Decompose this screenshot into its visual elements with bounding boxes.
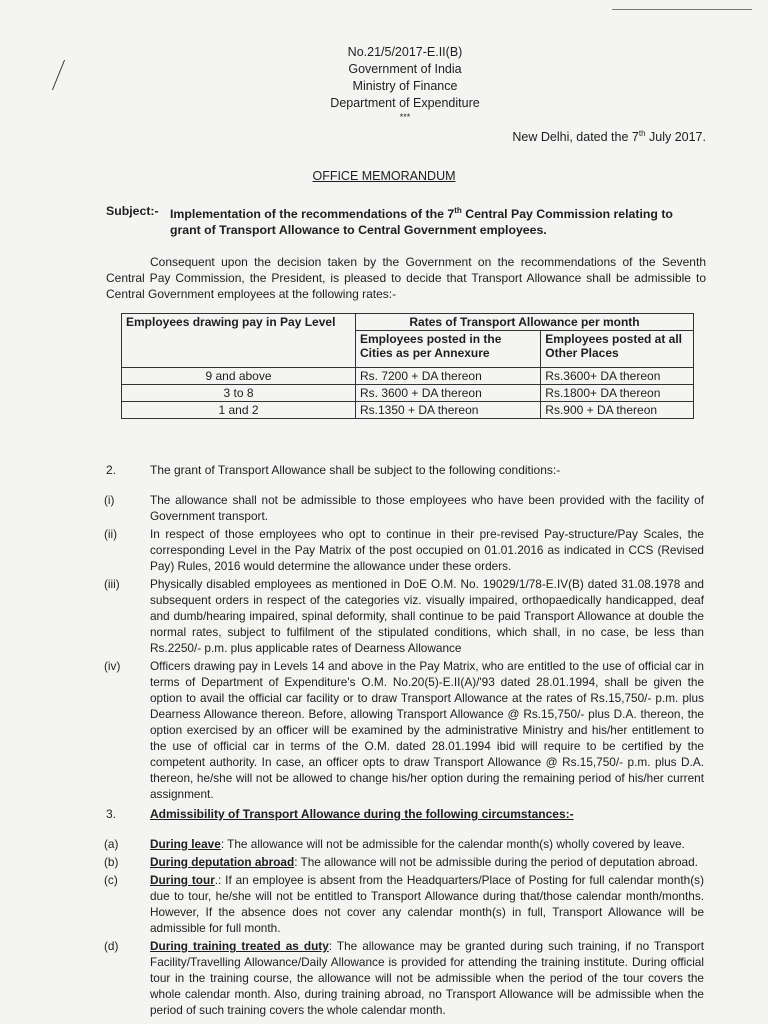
paragraph-2 [106, 463, 560, 477]
list-item [104, 854, 704, 870]
list-item [104, 526, 704, 574]
item-marker: (iv) [104, 659, 121, 673]
cities-rate-cell: Rs. 3600 + DA thereon [356, 385, 541, 402]
other-rate-cell: Rs.900 + DA thereon [541, 402, 694, 419]
item-text [150, 872, 704, 936]
pay-level-cell: 1 and 2 [122, 402, 356, 419]
list-item [104, 836, 704, 852]
item-marker: (b) [104, 855, 119, 869]
item-marker: (i) [104, 493, 115, 507]
intro-paragraph [106, 254, 706, 302]
table-row [122, 385, 694, 402]
separator-stars: *** [399, 112, 411, 122]
subject-block [106, 203, 706, 238]
cities-rate-cell: Rs. 7200 + DA thereon [356, 368, 541, 385]
circumstances-list [104, 836, 704, 1020]
item-marker: (a) [104, 837, 119, 851]
reference-number: No.21/5/2017-E.II(B) [347, 45, 463, 59]
item-text: The allowance shall not be admissible to those employees who have been provided with the facility of Government transport. [150, 493, 704, 523]
subheader-cities: Employees posted in the Cities as per Annexure [356, 331, 541, 368]
paragraph-2-text: The grant of Transport Allowance shall be subject to the following conditions:- [150, 463, 561, 477]
item-text: Physically disabled employees as mentioned in DoE O.M. No. 19029/1/78-E.IV(B) dated 31.08.1978 and subsequent orders in respect of the categories viz. visually impaired, orthopaedically handicapped, deaf and dumb/hearing impaired, spinal deformity, shall continue to be paid Transport Allowance at double the normal rates, subject to fulfilment of the stipulated conditions, which shall, in no case, be less than Rs.2250/- p.m. plus applicable rates of Dearness Allowance [150, 577, 704, 655]
list-item [104, 576, 704, 656]
paragraph-number: 2. [106, 463, 117, 477]
table-row [122, 402, 694, 419]
scan-pen-mark [52, 60, 77, 90]
paragraph-3-title: Admissibility of Transport Allowance during the following circumstances:- [150, 807, 574, 821]
item-body: : The allowance may be granted during such training, if no Transport Facility/Travelling Allowance/Daily Allowance is provided for attending the training institute. During official tour in the training course, the allowance will not be admissible when the period of the tour covers the whole calendar month. Also, during training abroad, no Transport Allowance will be admissible when the period of such training covers the whole calendar month. [150, 939, 705, 1017]
government-name: Government of India [348, 62, 462, 76]
letterhead [230, 44, 580, 122]
col-header-rates: Rates of Transport Allowance per month [356, 314, 694, 331]
pay-level-cell: 3 to 8 [122, 385, 356, 402]
subject-text-a: Implementation of the recommendations of the 7 [170, 207, 455, 222]
item-heading: During tour [150, 873, 215, 887]
date-text: New Delhi, dated the 7 [512, 130, 639, 145]
pay-level-cell: 9 and above [122, 368, 356, 385]
item-marker: (ii) [104, 527, 118, 541]
list-item [104, 492, 704, 524]
dateline [512, 129, 706, 144]
table-row [122, 368, 694, 385]
item-marker: (c) [104, 873, 118, 887]
subheader-other-places: Employees posted at all Other Places [541, 331, 694, 368]
item-text [150, 938, 704, 1018]
subject-label: Subject:- [106, 204, 159, 218]
cities-rate-cell: Rs.1350 + DA thereon [356, 402, 541, 419]
col-header-pay-level: Employees drawing pay in Pay Level [122, 314, 356, 368]
other-rate-cell: Rs.3600+ DA thereon [541, 368, 694, 385]
scan-edge-line [612, 9, 752, 10]
memo-title: OFFICE MEMORANDUM [312, 169, 456, 183]
subject-text [170, 203, 700, 238]
item-heading: During leave [150, 837, 221, 851]
date-month-year: July 2017. [645, 130, 706, 145]
list-item [104, 938, 704, 1018]
item-heading: During training treated as duty [150, 939, 329, 953]
item-text: Officers drawing pay in Levels 14 and above in the Pay Matrix, who are entitled to the use of official car in terms of Department of Expenditure's O.M. No.20(5)-E.II(A)/'93 dated 28.01.1994, shall be given the option to avail the official car facility or to draw Transport Allowance at the rates of Rs.15,750/- p.m. plus Dearness Allowance thereon. Before, allowing Transport Allowance @ Rs.15,750/- plus D.A. thereon, the option exercised by an officer will be examined by the administrative Ministry and his/her entitlement to the use of official car in terms of the O.M. dated 28.01.1994 ibid will require to be certified by the competent authority. In case, an officer opts to draw Transport Allowance @ Rs.15,750/- p.m. plus D.A. thereon, he/she will not be allowed to change his/her option during the remaining period of his/her current assignment. [150, 659, 704, 801]
item-body: : The allowance will not be admissible during the period of deputation abroad. [294, 855, 698, 869]
date-ordinal: th [638, 129, 646, 138]
item-marker: (d) [104, 939, 119, 953]
ministry-name: Ministry of Finance [352, 79, 458, 93]
conditions-list [104, 492, 704, 804]
transport-allowance-table [121, 313, 694, 419]
subject-ordinal: th [454, 206, 462, 215]
list-item [104, 658, 704, 802]
subject-text-b: Central Pay Commission relating to grant of Transport Allowance to Central Government employees. [170, 207, 673, 238]
item-heading: During deputation abroad [150, 855, 295, 869]
item-text [150, 836, 704, 852]
item-marker: (iii) [104, 577, 120, 591]
item-text [150, 854, 704, 870]
paragraph-3 [106, 807, 574, 821]
list-item [104, 872, 704, 936]
item-text: In respect of those employees who opt to continue in their pre-revised Pay-structure/Pay Scales, the corresponding Level in the Pay Matrix of the post occupied on 01.01.2016 as indicated in CCS (Revised Pay) Rules, 2016 would determine the allowance under these orders. [150, 527, 704, 573]
department-name: Department of Expenditure [330, 96, 480, 110]
item-body: .: If an employee is absent from the Headquarters/Place of Posting for full calendar month(s) due to tour, he/she will not be entitled to Transport Allowance during that/those calendar month/months. However, If the absence does not cover any calendar month(s) in full, Transport Allowance will be admissible for full month. [150, 873, 704, 935]
other-rate-cell: Rs.1800+ DA thereon [541, 385, 694, 402]
paragraph-number: 3. [106, 807, 117, 821]
intro-text: Consequent upon the decision taken by the Government on the recommendations of the Seventh Central Pay Commission, the President, is pleased to decide that Transport Allowance shall be admissible to Central Government employees at the following rates:- [106, 255, 706, 301]
item-body: : The allowance will not be admissible for the calendar month(s) wholly covered by leave. [220, 837, 685, 851]
